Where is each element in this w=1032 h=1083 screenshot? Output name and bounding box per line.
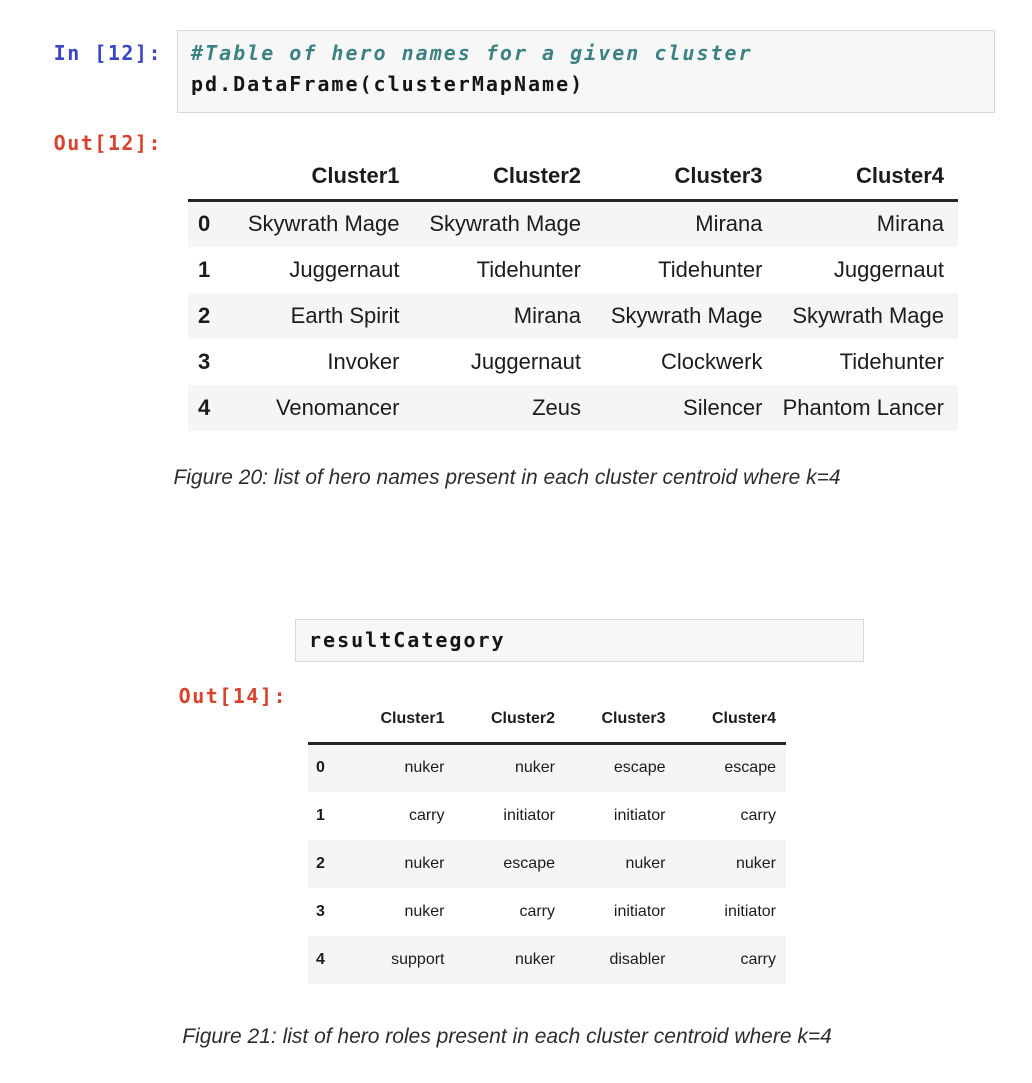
header-row [188,155,958,201]
column-header: Cluster1 [232,155,414,201]
table-cell: Skywrath Mage [429,211,581,237]
table-cell: Juggernaut [470,348,581,374]
table-cell: nuker [625,854,666,872]
row-index: 3 [198,348,211,374]
table-cell: Juggernaut [289,256,400,282]
table-cell: Skywrath Mage [610,302,763,328]
output-prompt-14: Out[14]: [178,684,287,708]
table-row [188,247,958,293]
table-cell: Skywrath Mage [247,211,400,237]
table-row [188,293,958,339]
column-header: Cluster4 [676,704,787,744]
table-cell: Mirana [876,211,944,237]
output-prompt-12: Out[12]: [53,131,162,155]
table-cell: Earth Spirit [290,302,400,328]
row-index: 4 [198,394,211,420]
table-row [308,792,786,840]
code-cell-input-14[interactable] [295,619,864,662]
table-cell: Mirana [695,211,763,237]
column-header: Cluster3 [565,704,676,744]
code-line: pd.DataFrame(clusterMapName) [191,72,585,96]
table-cell: carry [740,806,776,824]
row-index: 2 [198,302,211,328]
row-index: 0 [198,211,211,237]
table-cell: carry [519,902,555,920]
table-cell: escape [724,759,776,777]
code-comment-line: #Table of hero names for a given cluster [191,41,753,65]
table-cell: nuker [404,902,445,920]
table-cell: Tidehunter [476,256,581,282]
figure-20-caption: Figure 20: list of hero names present in each cluster centroid where k=4 [173,466,841,489]
column-header: Cluster3 [595,155,777,201]
column-header: Cluster2 [455,704,566,744]
table-cell: Skywrath Mage [792,302,944,328]
table-cell: Venomancer [275,394,400,420]
code-line: resultCategory [309,628,506,652]
table-cell: Invoker [327,348,400,374]
table-cell: nuker [404,759,445,777]
table-row [308,888,786,936]
header-row [308,704,786,744]
table-cell: Mirana [513,302,581,328]
table-cell: support [391,950,445,968]
figure-21-caption: Figure 21: list of hero roles present in each cluster centroid where k=4 [182,1025,832,1048]
table-cell: Clockwerk [661,348,763,374]
table-cell: initiator [503,806,555,824]
input-prompt-12: In [12]: [53,41,162,65]
row-index: 3 [316,902,325,920]
hero-names-dataframe [188,155,958,431]
hero-roles-dataframe [308,704,786,984]
row-index: 1 [198,256,211,282]
index-header [188,155,232,201]
table-cell: nuker [514,950,555,968]
row-index: 4 [316,950,325,968]
column-header: Cluster1 [344,704,455,744]
table-cell: Silencer [683,394,763,420]
table-cell: disabler [609,950,666,968]
table-cell: Tidehunter [839,348,944,374]
table-cell: initiator [613,806,666,824]
table-cell: Tidehunter [658,256,763,282]
column-header: Cluster2 [414,155,596,201]
table-cell: initiator [613,902,666,920]
row-index: 2 [316,854,325,872]
table-cell: Juggernaut [833,256,944,282]
table-cell: escape [503,854,555,872]
table-cell: nuker [514,759,555,777]
table-row [308,936,786,984]
table-cell: Phantom Lancer [782,394,944,420]
table-cell: Zeus [532,394,581,420]
index-header [308,704,344,744]
row-index: 0 [316,759,325,777]
table-row [308,840,786,888]
table-cell: nuker [404,854,445,872]
table-row [308,744,786,792]
table-cell: escape [613,759,666,777]
table-cell: initiator [724,902,776,920]
table-cell: nuker [735,854,776,872]
table-row [188,201,958,247]
row-index: 1 [316,806,325,824]
code-cell-input-12[interactable] [177,30,995,113]
table-row [188,385,958,431]
table-cell: carry [408,806,445,824]
table-cell: carry [740,950,776,968]
table-row [188,339,958,385]
column-header: Cluster4 [777,155,959,201]
